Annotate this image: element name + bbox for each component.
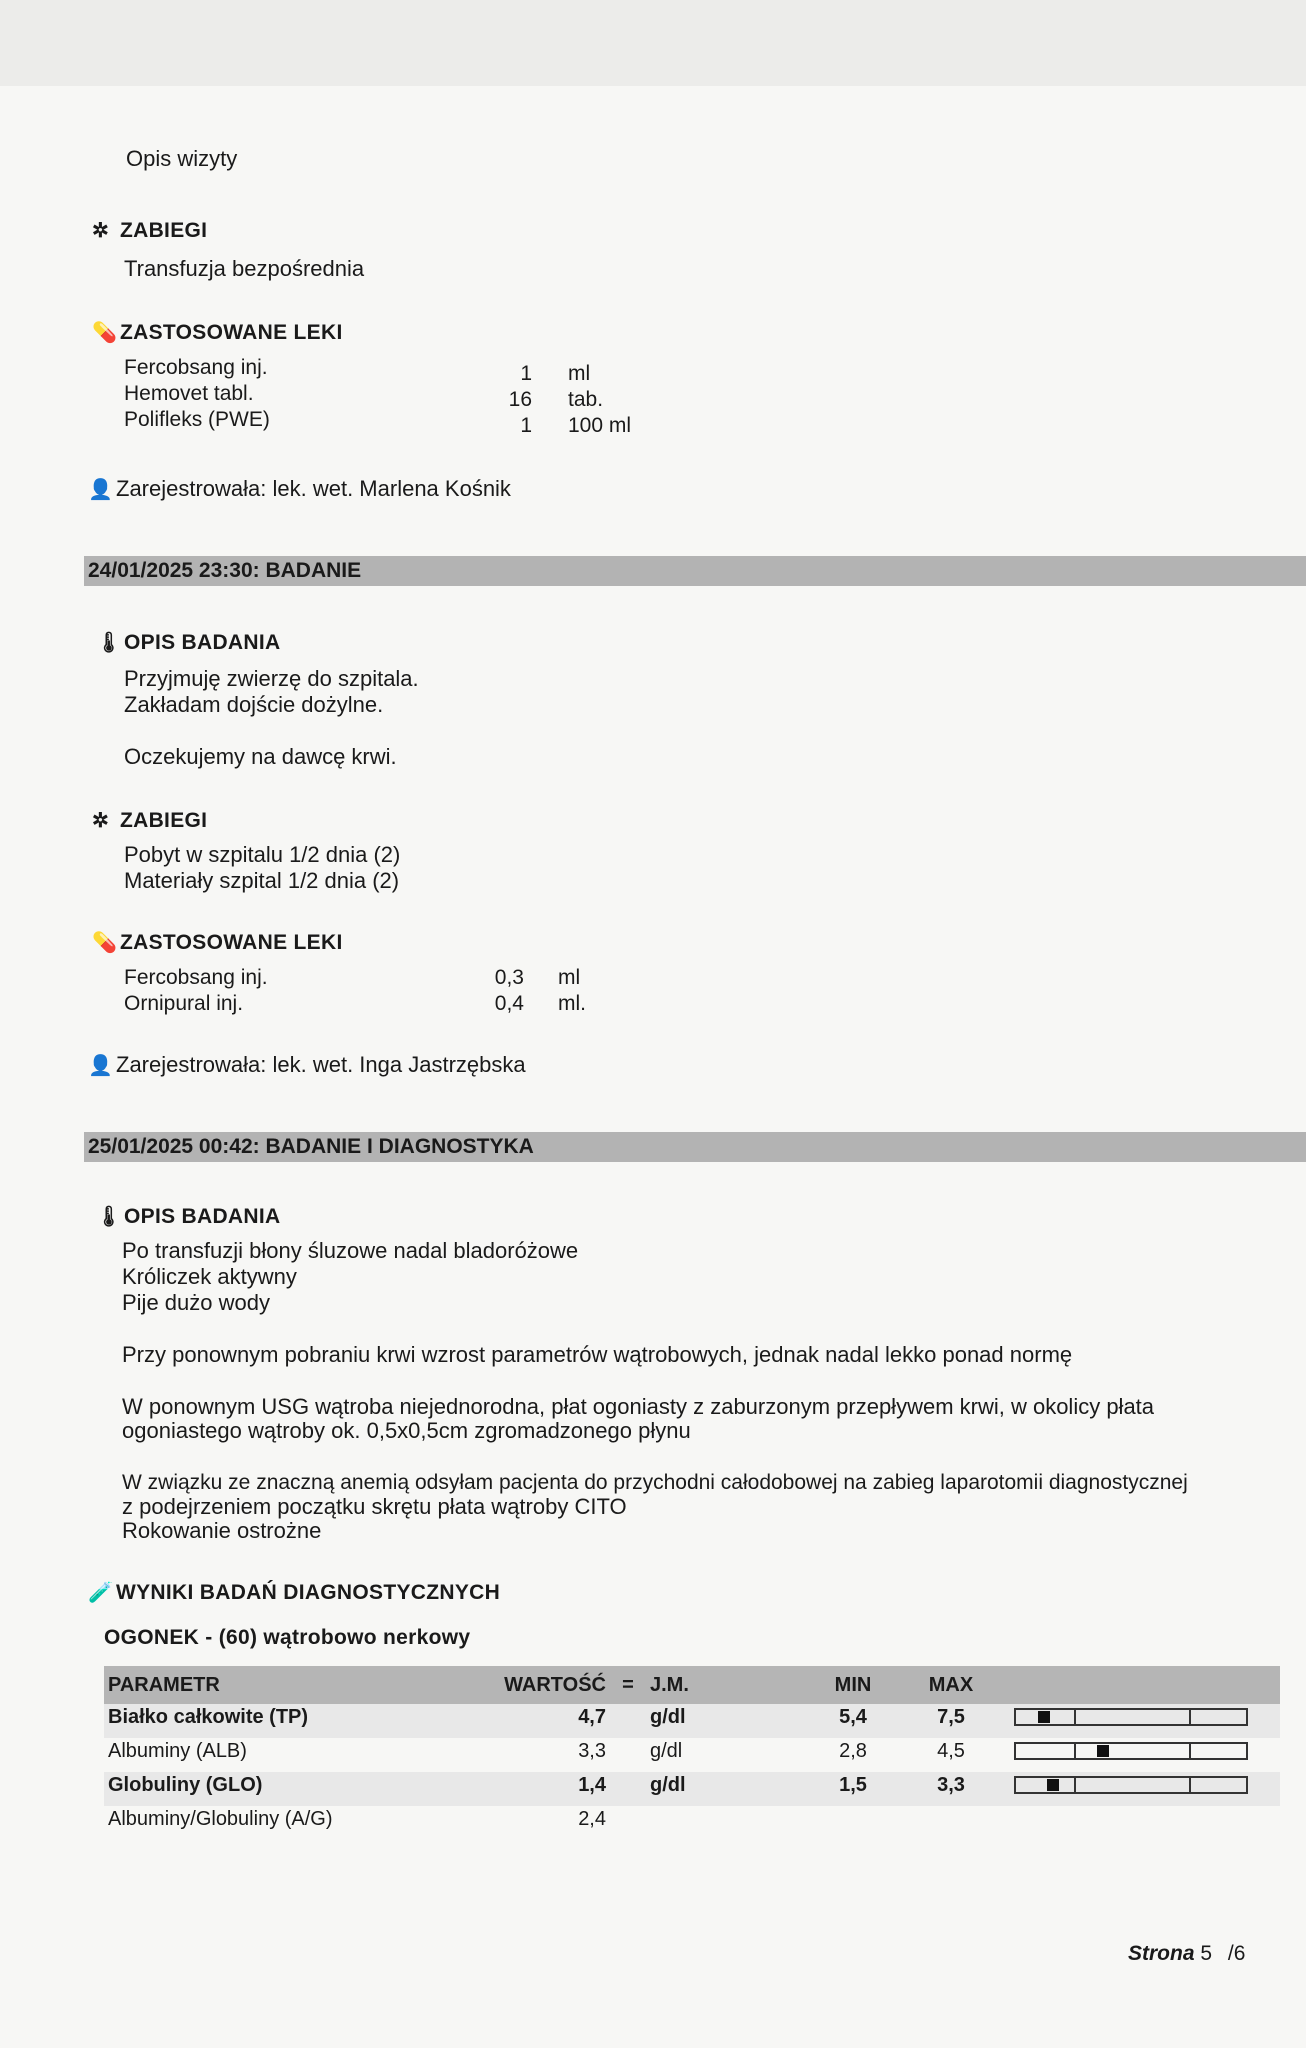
procedure-item: Materiały szpital 1/2 dnia (2) [124, 868, 400, 893]
result-gauge-cell [1010, 1704, 1280, 1738]
exam-line: W związku ze znaczną anemią odsyłam pacjenta do przychodni całodobowej na zabieg laparotomii diagnostycznej [122, 1471, 1188, 1494]
results-table [104, 1666, 1280, 1840]
exam-line: Rokowanie ostrożne [122, 1518, 322, 1543]
gauge-marker [1047, 1779, 1059, 1791]
result-max: 7,5 [892, 1704, 1010, 1738]
result-value: 3,3 [578, 1740, 606, 1762]
exam-line: Pije dużo wody [122, 1290, 270, 1315]
result-unit: g/dl [646, 1772, 814, 1806]
drugs-header: 💊 ZASTOSOWANE LEKI [92, 931, 343, 954]
range-gauge [1014, 1776, 1248, 1794]
result-param: Białko całkowite (TP) [104, 1704, 492, 1738]
range-gauge [1014, 1708, 1248, 1726]
user-icon: 👤 [88, 1055, 113, 1077]
drug-qty: 1 [520, 362, 532, 385]
exam-description-header: 🌡 OPIS BADANIA [96, 1205, 281, 1228]
result-row [104, 1772, 1280, 1806]
gauge-divider [1074, 1710, 1076, 1724]
drug-qty: 16 [508, 388, 532, 411]
result-param: Albuminy/Globuliny (A/G) [108, 1808, 333, 1830]
result-row [104, 1738, 1280, 1772]
exam-line: Króliczek aktywny [122, 1264, 297, 1289]
result-max: 4,5 [937, 1740, 965, 1762]
result-flag [610, 1806, 646, 1840]
results-header-row [104, 1666, 1280, 1704]
pill-icon: 💊 [92, 932, 118, 954]
drug-qty: 0,3 [494, 966, 524, 989]
procedures-icon: ✲ [92, 810, 110, 832]
col-max: MAX [892, 1666, 1010, 1704]
drug-name: Ornipural inj. [124, 992, 244, 1015]
drug-name: Polifleks (PWE) [124, 408, 270, 431]
exam-line: z podejrzeniem początku skrętu płata wątroby CITO [122, 1494, 627, 1519]
col-flag: = [610, 1666, 646, 1704]
drug-name: Hemovet tabl. [124, 382, 254, 405]
visit-description-label: Opis wizyty [126, 146, 238, 171]
registered-by: 👤 Zarejestrowała: lek. wet. Marlena Kośnik [88, 476, 511, 501]
gauge-divider [1074, 1778, 1076, 1792]
visit-header-bar: 24/01/2025 23:30: BADANIE [84, 556, 1306, 586]
result-flag [610, 1738, 646, 1772]
exam-line: Zakładam dojście dożylne. [124, 692, 384, 717]
drug-name: Fercobsang inj. [124, 966, 268, 989]
col-gauge [1010, 1666, 1280, 1704]
drug-unit: tab. [568, 388, 604, 411]
gauge-divider [1189, 1710, 1191, 1724]
result-flag [610, 1704, 646, 1738]
exam-line: Przyjmuję zwierzę do szpitala. [124, 666, 419, 691]
diagnostic-results-header: 🧪 WYNIKI BADAŃ DIAGNOSTYCZNYCH [88, 1581, 501, 1604]
col-unit: J.M. [646, 1666, 814, 1704]
result-value: 2,4 [578, 1808, 606, 1830]
result-gauge-cell [1010, 1772, 1280, 1806]
result-unit: g/dl [650, 1740, 683, 1762]
result-gauge-cell [1010, 1738, 1280, 1772]
col-value: WARTOŚĆ [492, 1666, 610, 1704]
page-top-edge [0, 0, 1306, 90]
gauge-divider [1189, 1744, 1191, 1758]
exam-line: Po transfuzji błony śluzowe nadal bladoróżowe [122, 1238, 579, 1263]
result-min: 1,5 [814, 1772, 892, 1806]
gauge-divider [1074, 1744, 1076, 1758]
drug-name: Fercobsang inj. [124, 356, 268, 379]
procedure-item: Pobyt w szpitalu 1/2 dnia (2) [124, 842, 401, 867]
page-footer: Strona 5 /6 [1128, 1942, 1246, 1965]
result-min: 2,8 [839, 1740, 867, 1762]
result-max [892, 1806, 1010, 1840]
drug-qty: 0,4 [494, 992, 524, 1015]
procedures-header: ✲ ZABIEGI [92, 809, 208, 832]
procedure-item: Transfuzja bezpośrednia [124, 256, 365, 281]
result-param: Globuliny (GLO) [104, 1772, 492, 1806]
exam-line: Przy ponownym pobraniu krwi wzrost parametrów wątrobowych, jednak nadal lekko ponad normę [122, 1342, 1073, 1367]
thermometer-icon: 🌡 [96, 1206, 122, 1228]
gauge-marker [1097, 1745, 1109, 1757]
result-gauge-cell [1010, 1806, 1280, 1840]
exam-line: W ponownym USG wątroba niejednorodna, płat ogoniasty z zaburzonym przepływem krwi, w okolicy płata [122, 1394, 1155, 1419]
drug-unit: ml [558, 966, 581, 989]
result-flag [610, 1772, 646, 1806]
procedures-header: ✲ ZABIEGI [92, 219, 208, 242]
result-min [814, 1806, 892, 1840]
pill-icon: 💊 [92, 322, 118, 344]
col-min: MIN [814, 1666, 892, 1704]
visit-header-bar: 25/01/2025 00:42: BADANIE I DIAGNOSTYKA [84, 1132, 1306, 1162]
result-value: 4,7 [492, 1704, 610, 1738]
col-param: PARAMETR [104, 1666, 492, 1704]
procedures-icon: ✲ [92, 220, 110, 242]
drug-qty: 1 [520, 414, 532, 437]
drug-unit: ml [568, 362, 591, 385]
gauge-marker [1038, 1711, 1050, 1723]
range-gauge [1014, 1742, 1248, 1760]
result-param: Albuminy (ALB) [108, 1740, 247, 1762]
result-max: 3,3 [892, 1772, 1010, 1806]
result-row [104, 1704, 1280, 1738]
drug-unit: 100 ml [568, 414, 632, 437]
exam-line: Oczekujemy na dawcę krwi. [124, 744, 397, 769]
test-tubes-icon: 🧪 [88, 1582, 114, 1604]
gauge-divider [1189, 1778, 1191, 1792]
drugs-header: 💊 ZASTOSOWANE LEKI [92, 321, 343, 344]
result-value: 1,4 [492, 1772, 610, 1806]
user-icon: 👤 [88, 479, 113, 501]
registered-by: 👤 Zarejestrowała: lek. wet. Inga Jastrzębska [88, 1052, 526, 1077]
result-row [104, 1806, 1280, 1840]
drug-unit: ml. [558, 992, 586, 1015]
thermometer-icon: 🌡 [96, 632, 122, 654]
panel-title: OGONEK - (60) wątrobowo nerkowy [104, 1626, 471, 1649]
result-unit [646, 1806, 814, 1840]
exam-line: ogoniastego wątroby ok. 0,5x0,5cm zgromadzonego płynu [122, 1418, 691, 1443]
result-min: 5,4 [814, 1704, 892, 1738]
result-unit: g/dl [646, 1704, 814, 1738]
exam-description-header: 🌡 OPIS BADANIA [96, 631, 281, 654]
